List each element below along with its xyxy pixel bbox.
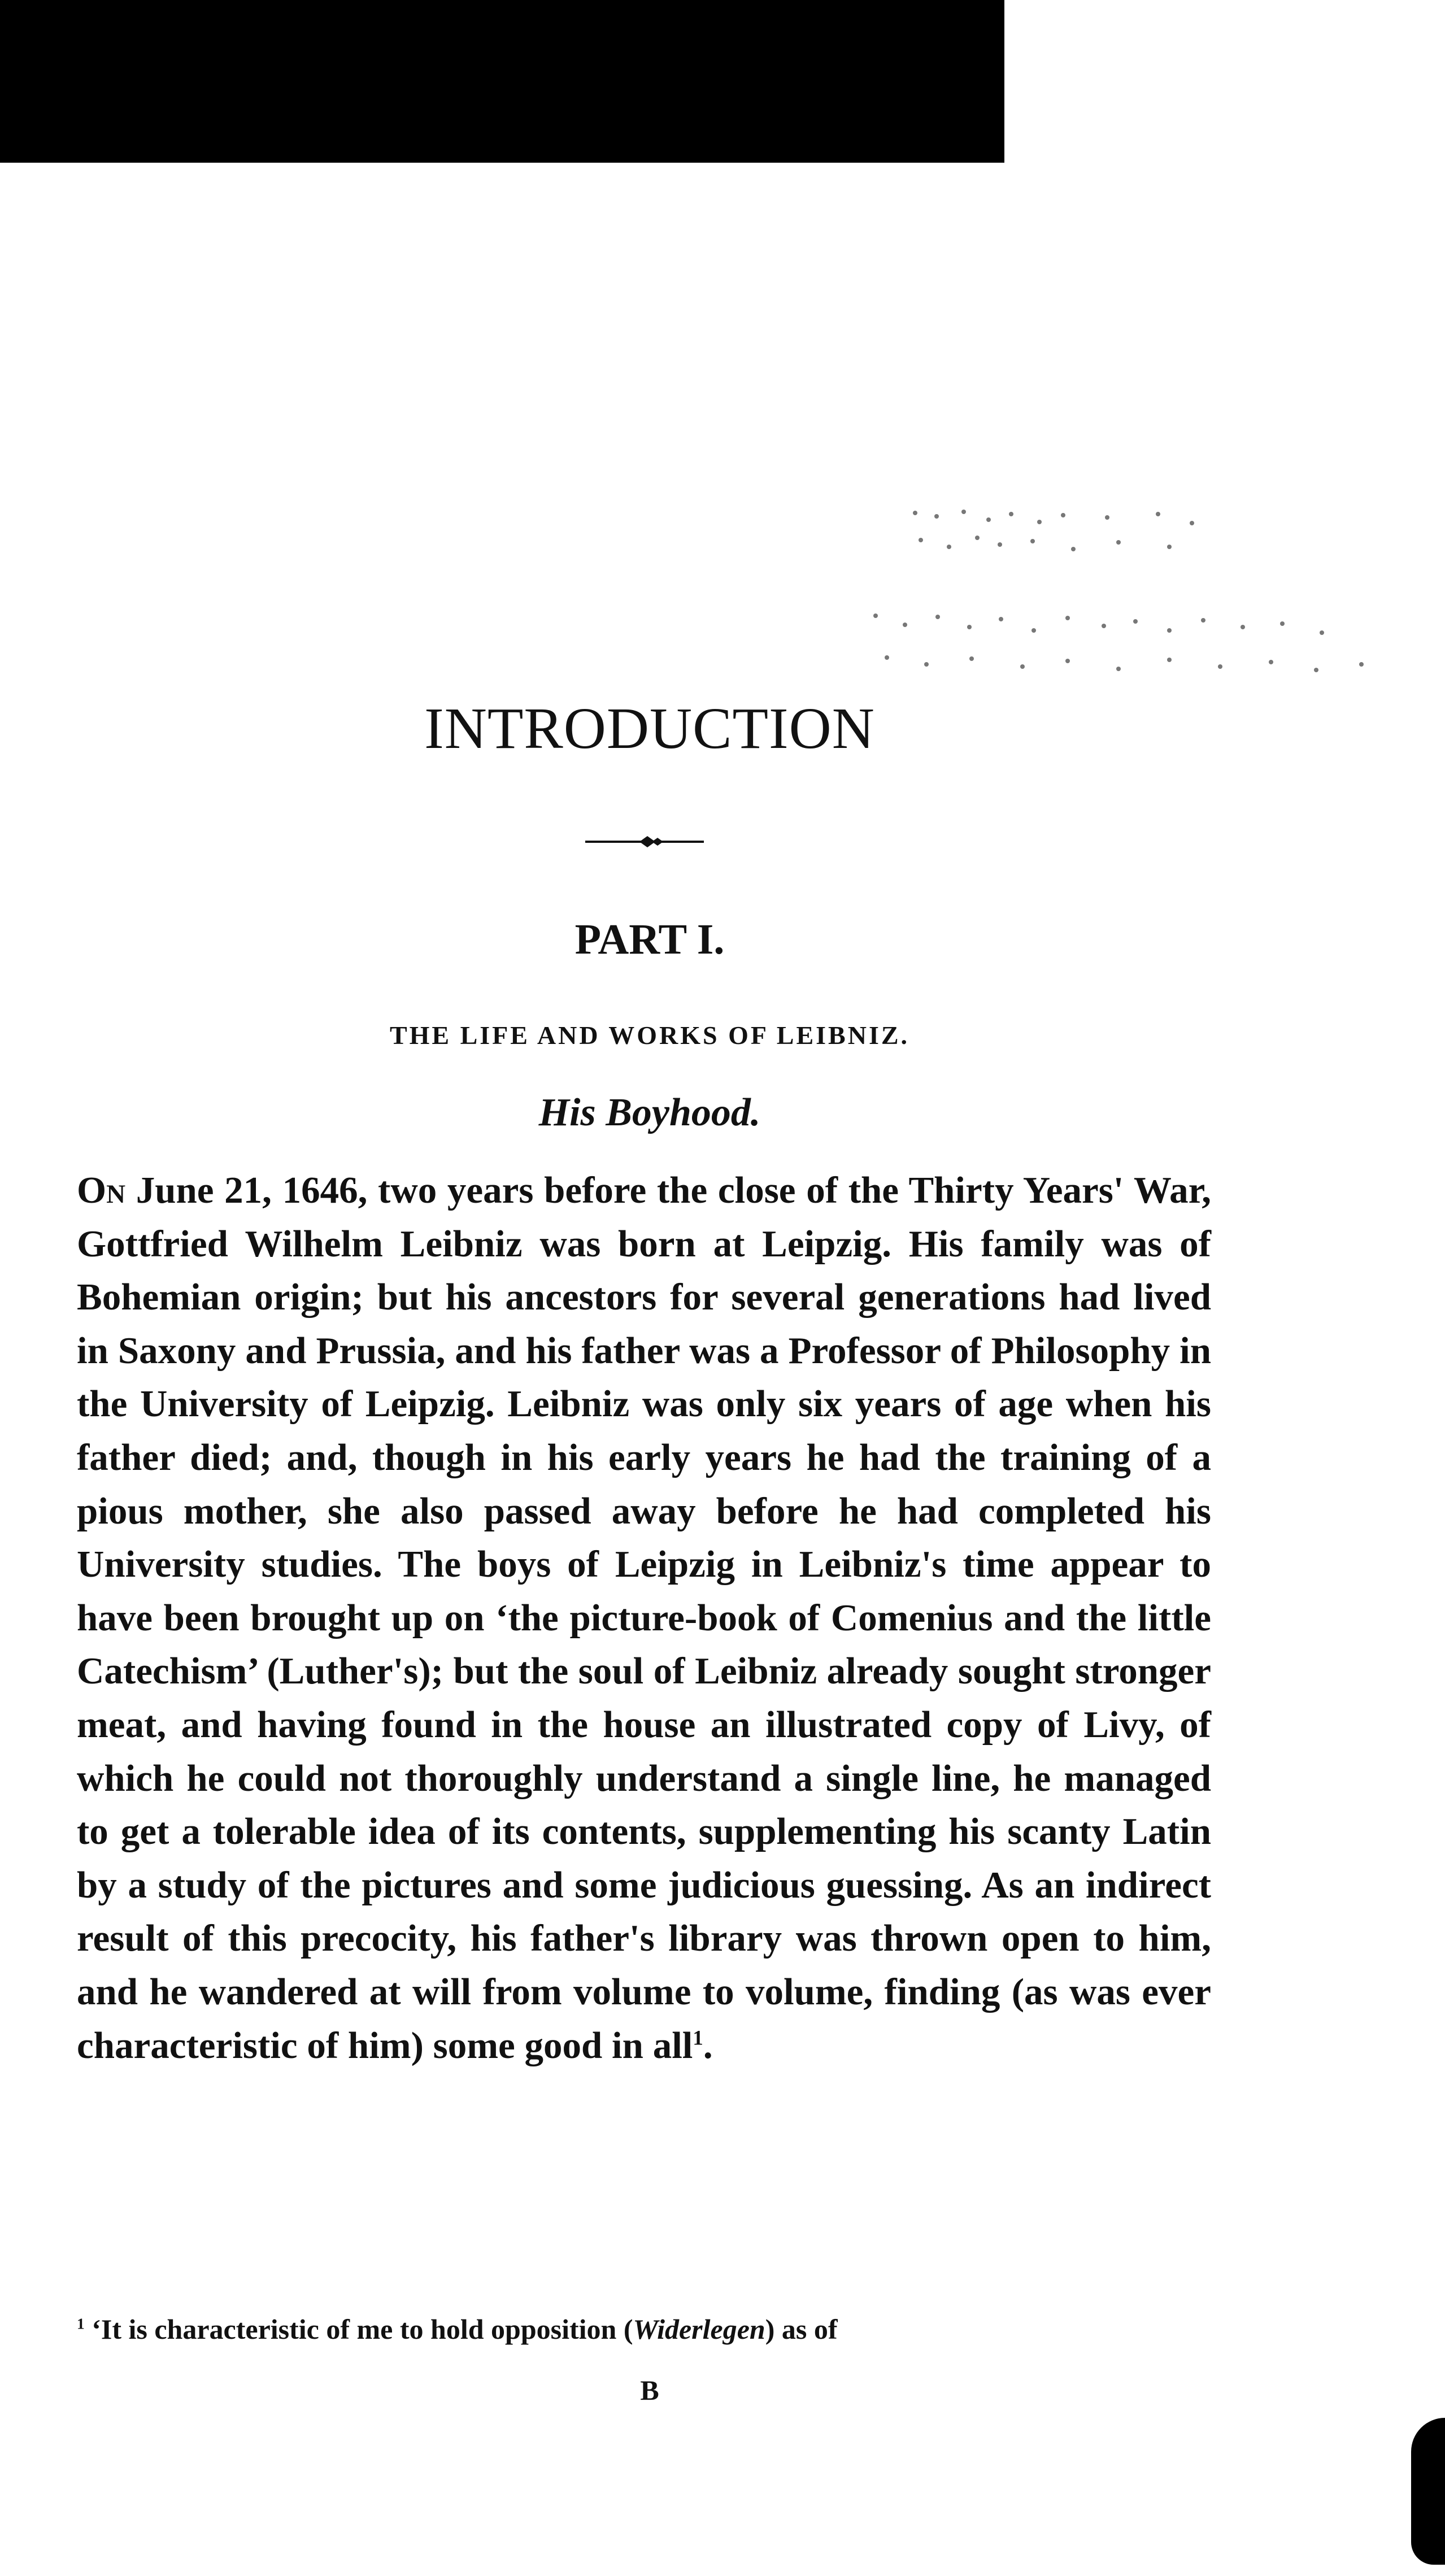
scan-black-margin bbox=[0, 0, 1004, 163]
paragraph-text: June 21, 1646, two years before the close of the Thirty Years' War, Gottfried Wilhelm Leibniz was born at Leipzig. His family was of Bohemian origin; but his ancestors for several generations had lived in Saxony and Prussia, and his father was a Professor of Philosophy in the University of Leipzig. Leibniz was only six years of age when his father died; and, though in his early years he had the training of a pious mother, she also passed away before he had completed his University studies. The boys of Leipzig in Leibniz's time appear to have been brought up on ‘the picture-book of Comenius and the little Catechism’ (Luther's); but the soul of Leibniz already sought stronger meat, and having found in the house an illustrated copy of Livy, of which he could not thoroughly understand a single line, he managed to get a tolerable idea of its contents, supplementing his scanty Latin by a study of the pictures and some judicious guessing. As an indirect result of this precocity, his father's library was thrown open to him, and he wandered at will from volume to volume, finding (as was ever characteristic of him) some good in all bbox=[77, 1169, 1211, 2066]
body-paragraph bbox=[77, 1164, 1211, 2072]
subsection-heading: His Boyhood. bbox=[538, 1091, 761, 1134]
section-heading: THE LIFE AND WORKS OF LEIBNIZ. bbox=[389, 1021, 910, 1050]
signature-mark: B bbox=[640, 2374, 659, 2406]
part-heading: PART I. bbox=[574, 916, 725, 963]
footnote-marker: 1 bbox=[77, 2314, 85, 2333]
footnote-text-before: ‘It is characteristic of me to hold opposition ( bbox=[92, 2313, 633, 2345]
paragraph-end: . bbox=[703, 2024, 713, 2066]
scan-page-edge bbox=[1411, 2418, 1445, 2565]
footnote bbox=[77, 2309, 1211, 2349]
footnote-emphasis: Widerlegen bbox=[633, 2313, 765, 2345]
paragraph-lead-word: On bbox=[77, 1169, 126, 1211]
footnote-text-after: ) as of bbox=[765, 2313, 838, 2345]
divider-ornament bbox=[585, 835, 704, 848]
footnote-reference: 1 bbox=[693, 2026, 703, 2050]
page-title: INTRODUCTION bbox=[424, 696, 875, 761]
bleed-through-marks bbox=[853, 497, 1395, 689]
